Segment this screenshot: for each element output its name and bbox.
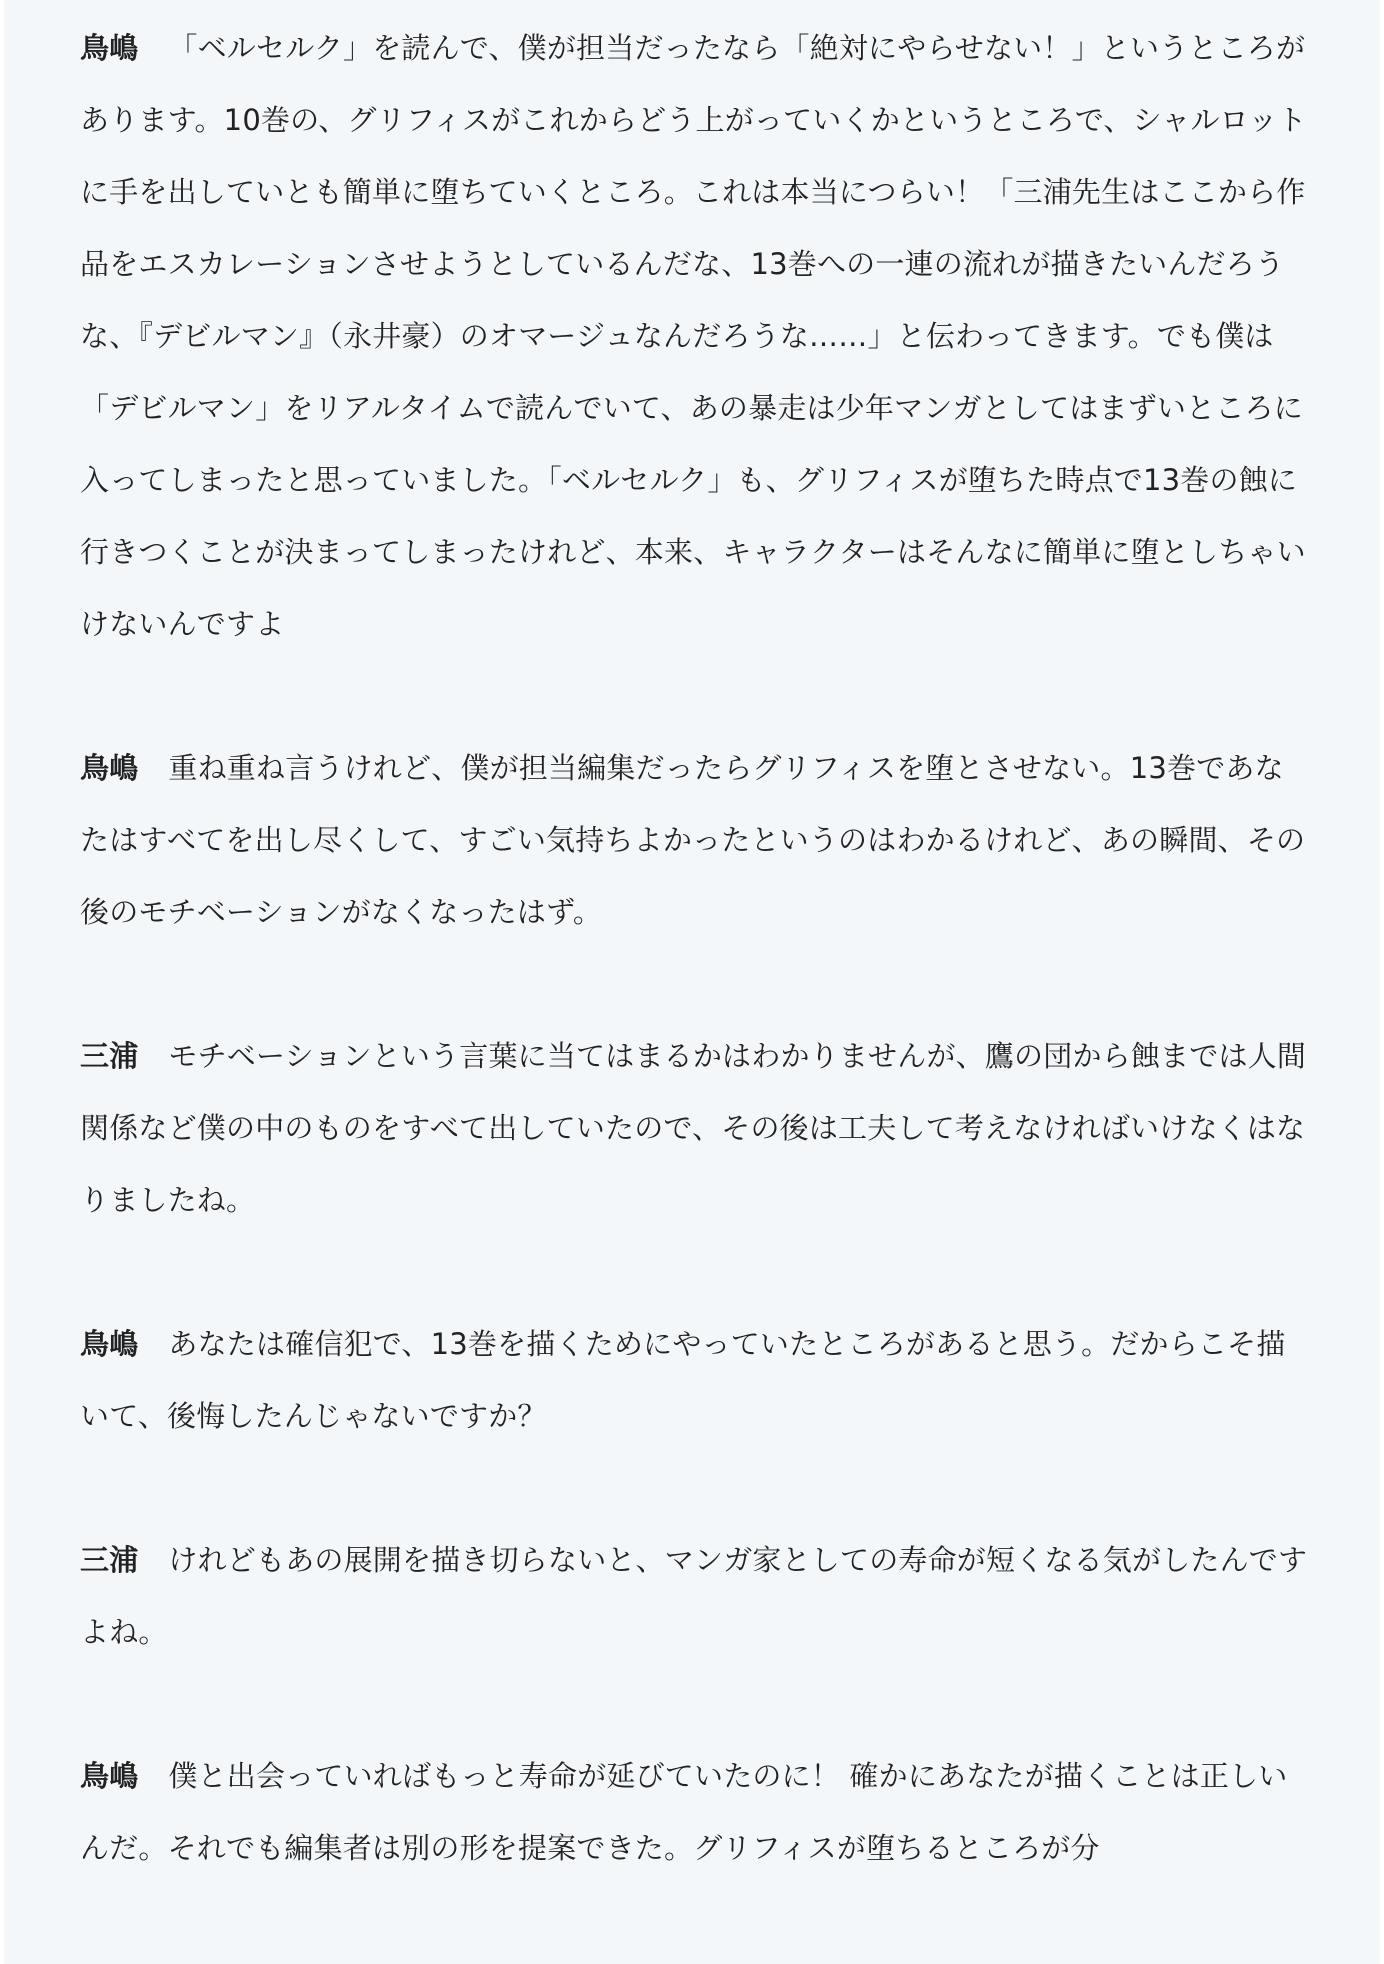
dialogue-text: あなたは確信犯で、13巻を描くためにやっていたところがあると思う。だからこそ描いて、後悔したんじゃないですか？ — [80, 1327, 1286, 1433]
speaker-name: 鳥嶋 — [80, 31, 139, 65]
speaker-name: 鳥嶋 — [80, 1327, 139, 1361]
dialogue-text: けれどもあの展開を描き切らないと、マンガ家としての寿命が短くなる気がしたんですよね。 — [80, 1543, 1308, 1649]
speaker-name: 鳥嶋 — [80, 751, 139, 785]
dialogue-paragraph — [80, 1020, 1308, 1236]
dialogue-paragraph — [80, 732, 1308, 948]
dialogue-text: モチベーションという言葉に当てはまるかはわかりませんが、鷹の団から蝕までは人間関係など僕の中のものをすべて出していたので、その後は工夫して考えなければいけなくはなりましたね。 — [80, 1039, 1307, 1217]
interview-article — [4, 0, 1380, 1964]
dialogue-text: 重ね重ね言うけれど、僕が担当編集だったらグリフィスを堕とさせない。13巻であなたはすべてを出し尽くして、すごい気持ちよかったというのはわかるけれど、あの瞬間、その後のモチベーションがなくなったはず。 — [80, 751, 1306, 929]
speaker-name: 鳥嶋 — [80, 1759, 139, 1793]
dialogue-paragraph — [80, 1524, 1308, 1668]
speaker-name: 三浦 — [80, 1543, 139, 1577]
dialogue-paragraph — [80, 12, 1308, 660]
dialogue-text: 僕と出会っていればもっと寿命が延びていたのに！ 確かにあなたが描くことは正しいんだ。それでも編集者は別の形を提案できた。グリフィスが堕ちるところが分 — [80, 1759, 1288, 1865]
dialogue-paragraph — [80, 1308, 1308, 1452]
dialogue-text: 「ベルセルク」を読んで、僕が担当だったなら「絶対にやらせない！」というところがあります。10巻の、グリフィスがこれからどう上がっていくかというところで、シャルロットに手を出していとも簡単に堕ちていくところ。これは本当につらい！「三浦先生はここから作品をエスカレーションさせようとしているんだな、13巻への一連の流れが描きたいんだろうな、『デビルマン』（永井豪）のオマージュなんだろうな……」と伝わってきます。でも僕は「デビルマン」をリアルタイムで読んでいて、あの暴走は少年マンガとしてはまずいところに入ってしまったと思っていました。「ベルセルク」も、グリフィスが堕ちた時点で13巻の蝕に行きつくことが決まってしまったけれど、本来、キャラクターはそんなに簡単に堕としちゃいけないんですよ — [80, 31, 1307, 641]
dialogue-paragraph — [80, 1740, 1308, 1884]
speaker-name: 三浦 — [80, 1039, 139, 1073]
